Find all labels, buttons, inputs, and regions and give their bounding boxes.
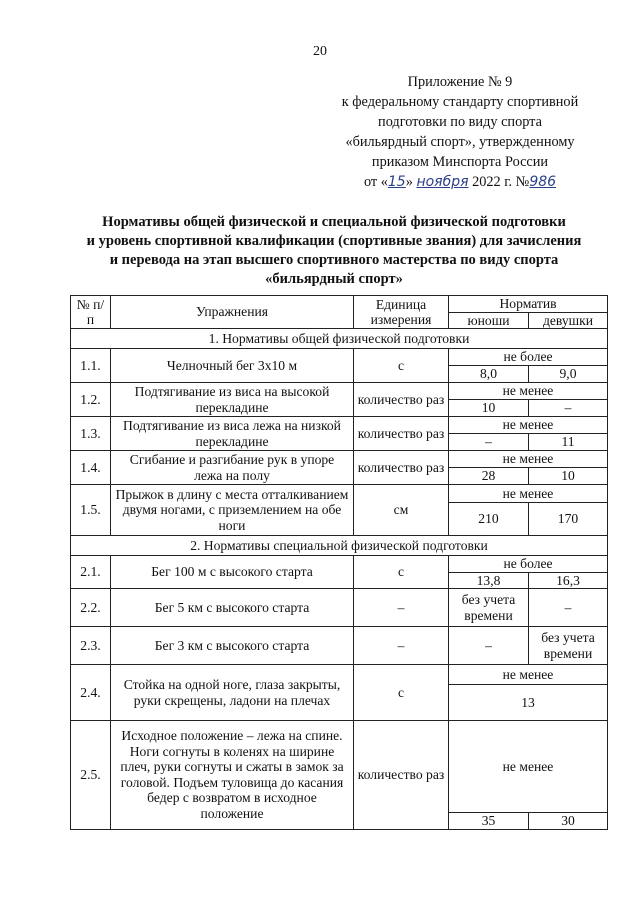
cell-girls: 16,3 (529, 572, 608, 589)
cell-girls: 30 (529, 813, 608, 830)
cell-unit: – (354, 627, 449, 665)
cell-condition: не более (449, 556, 608, 573)
header-row (71, 296, 608, 313)
cell-girls: 9,0 (529, 366, 608, 383)
section-title: 2. Нормативы специальной физической подготовки (71, 536, 608, 556)
header-unit: Единица измерения (354, 296, 449, 329)
page-number: 20 (313, 44, 327, 59)
table-row (71, 665, 608, 685)
cell-unit: количество раз (354, 417, 449, 451)
cell-boys: 28 (449, 468, 529, 485)
cell-condition: не менее (449, 417, 608, 434)
cell-exercise: Прыжок в длину с места отталкиванием двумя ногами, с приземлением на обе ноги (111, 485, 354, 536)
cell-boys: – (449, 434, 529, 451)
table-row (71, 485, 608, 503)
cell-condition: не менее (449, 721, 608, 813)
cell-exercise: Бег 3 км с высокого старта (111, 627, 354, 665)
cell-exercise: Сгибание и разгибание рук в упоре лежа на полу (111, 451, 354, 485)
header-girls: девушки (529, 312, 608, 329)
norms-table (70, 295, 608, 830)
cell-exercise: Исходное положение – лежа на спине. Ноги согнуты в коленях на ширине плеч, руки согнуты и сжаты в замок за головой. Подъем туловища до касания бедер с возвратом в исходное положение (111, 721, 354, 830)
order-year: 2022 г. № (472, 174, 530, 190)
appendix-line: к федеральному стандарту спортивной (341, 94, 579, 110)
cell-exercise: Подтягивание из виса на высокой перекладине (111, 383, 354, 417)
order-date-line (300, 172, 620, 192)
table-row (71, 556, 608, 573)
cell-num: 1.1. (71, 349, 111, 383)
cell-boys: без учета времени (449, 589, 529, 627)
appendix-line: приказом Минспорта России (371, 154, 549, 170)
table-row (71, 721, 608, 813)
cell-unit: с (354, 556, 449, 589)
cell-unit: см (354, 485, 449, 536)
cell-girls: – (529, 589, 608, 627)
header-boys: юноши (449, 312, 529, 329)
section-title: 1. Нормативы общей физической подготовки (71, 329, 608, 349)
table-row (71, 417, 608, 434)
section-row (71, 329, 608, 349)
cell-boys: 8,0 (449, 366, 529, 383)
cell-num: 2.3. (71, 627, 111, 665)
title-line: Нормативы общей физической и специальной физической подготовки (102, 214, 566, 230)
cell-num: 2.1. (71, 556, 111, 589)
title-line: и перевода на этап высшего спортивного мастерства по виду спорта (109, 252, 559, 268)
cell-exercise: Челночный бег 3х10 м (111, 349, 354, 383)
cell-value: 13 (449, 685, 608, 721)
cell-exercise: Стойка на одной ноге, глаза закрыты, руки скрещены, ладони на плечах (111, 665, 354, 721)
cell-girls: 11 (529, 434, 608, 451)
section-row (71, 536, 608, 556)
cell-unit: количество раз (354, 451, 449, 485)
order-prefix: от « (363, 174, 388, 190)
cell-boys: 35 (449, 813, 529, 830)
header-norm: Норматив (449, 296, 608, 313)
cell-condition: не менее (449, 383, 608, 400)
cell-condition: не менее (449, 665, 608, 685)
cell-num: 2.2. (71, 589, 111, 627)
cell-num: 1.4. (71, 451, 111, 485)
title-line: «бильярдный спорт» (265, 271, 403, 287)
cell-condition: не менее (449, 485, 608, 503)
appendix-line: «бильярдный спорт», утвержденному (345, 134, 575, 150)
cell-num: 1.2. (71, 383, 111, 417)
cell-condition: не более (449, 349, 608, 366)
cell-exercise: Бег 5 км с высокого старта (111, 589, 354, 627)
cell-boys: 10 (449, 400, 529, 417)
order-day-close: » (405, 174, 413, 190)
header-exercise: Упражнения (111, 296, 354, 329)
cell-girls: 170 (529, 503, 608, 536)
document-title (60, 213, 608, 289)
appendix-line: Приложение № 9 (407, 74, 513, 90)
table-row (71, 627, 608, 665)
cell-exercise: Подтягивание из виса лежа на низкой перекладине (111, 417, 354, 451)
header-num: № п/п (71, 296, 111, 329)
order-number-handwritten: 986 (529, 174, 557, 190)
cell-num: 2.5. (71, 721, 111, 830)
cell-girls: 10 (529, 468, 608, 485)
table-row (71, 451, 608, 468)
cell-girls: – (529, 400, 608, 417)
cell-condition: не менее (449, 451, 608, 468)
cell-unit: – (354, 589, 449, 627)
order-day-handwritten: 15 (387, 174, 406, 190)
cell-unit: количество раз (354, 383, 449, 417)
order-month-handwritten: ноября (416, 174, 469, 190)
cell-num: 1.3. (71, 417, 111, 451)
cell-boys: 13,8 (449, 572, 529, 589)
cell-unit: количество раз (354, 721, 449, 830)
appendix-header (300, 72, 620, 192)
cell-unit: с (354, 349, 449, 383)
table-row (71, 383, 608, 400)
cell-boys: – (449, 627, 529, 665)
cell-num: 2.4. (71, 665, 111, 721)
table-row (71, 349, 608, 366)
cell-unit: с (354, 665, 449, 721)
cell-girls: без учета времени (529, 627, 608, 665)
cell-exercise: Бег 100 м с высокого старта (111, 556, 354, 589)
cell-num: 1.5. (71, 485, 111, 536)
cell-boys: 210 (449, 503, 529, 536)
appendix-line: подготовки по виду спорта (378, 114, 542, 130)
title-line: и уровень спортивной квалификации (спортивные звания) для зачисления (86, 233, 582, 249)
table-row (71, 589, 608, 627)
